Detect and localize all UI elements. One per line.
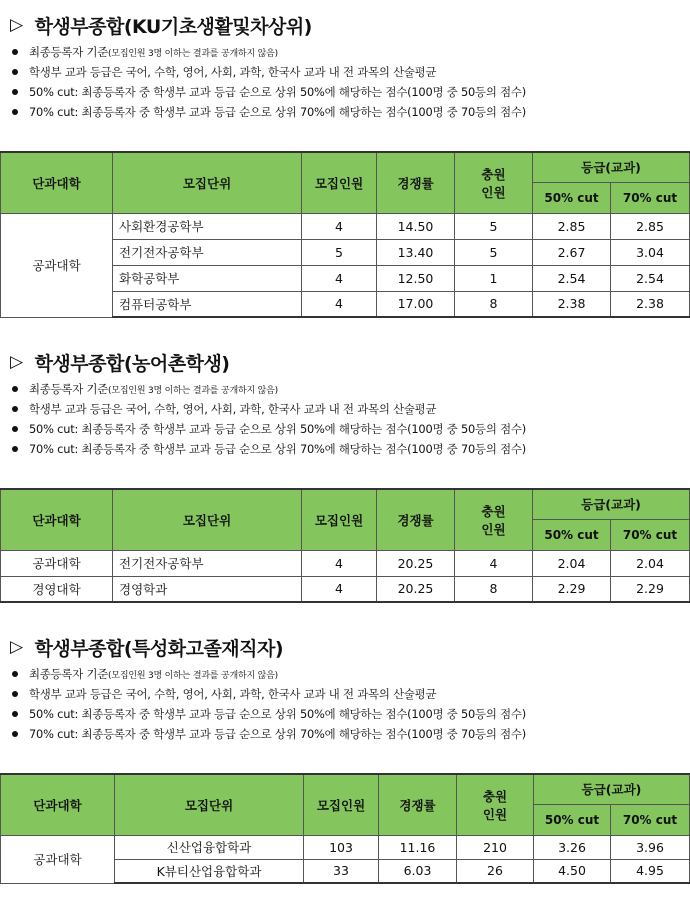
bullet-icon	[12, 49, 18, 55]
cell-college: 공과대학	[1, 835, 115, 883]
cell-cut50: 4.50	[534, 859, 611, 883]
cell-cut70: 2.29	[611, 576, 690, 602]
cell-ratio: 17.00	[377, 291, 455, 317]
cell-extra: 1	[455, 265, 533, 291]
cell-cut50: 2.38	[533, 291, 611, 317]
header-cut70: 70% cut	[611, 182, 690, 213]
section-title	[10, 634, 690, 660]
note-item: 학생부 교과 등급은 국어, 수학, 영어, 사회, 과학, 한국사 교과 내 전 과목의 산술평균	[8, 399, 690, 419]
note-item: 50% cut: 최종등록자 중 학생부 교과 등급 순으로 상위 50%에 해당하는 점수(100명 중 50등의 점수)	[8, 704, 690, 724]
note-item: 학생부 교과 등급은 국어, 수학, 영어, 사회, 과학, 한국사 교과 내 전 과목의 산술평균	[8, 62, 690, 82]
bullet-icon	[12, 671, 18, 677]
cell-quota: 4	[302, 291, 377, 317]
section-title-text: 학생부종합(농어촌학생)	[34, 352, 230, 375]
bullet-icon	[12, 69, 18, 75]
cell-ratio: 20.25	[377, 550, 455, 576]
note-item: 70% cut: 최종등록자 중 학생부 교과 등급 순으로 상위 70%에 해당하는 점수(100명 중 70등의 점수)	[8, 439, 690, 459]
cell-unit: 사회환경공학부	[113, 213, 302, 239]
cell-unit: 전기전자공학부	[113, 550, 302, 576]
cell-quota: 4	[302, 265, 377, 291]
header-unit: 모집단위	[113, 152, 302, 213]
cell-ratio: 14.50	[377, 213, 455, 239]
triangle-right-icon: ▷	[10, 15, 23, 35]
triangle-right-icon: ▷	[10, 352, 23, 372]
header-quota: 모집인원	[302, 152, 377, 213]
notes-list	[8, 664, 690, 744]
header-college: 단과대학	[1, 152, 113, 213]
cell-cut50: 2.54	[533, 265, 611, 291]
header-cut50: 50% cut	[533, 182, 611, 213]
section-ku-basic-living	[0, 12, 690, 312]
cell-unit: K뷰티산업융합학과	[115, 859, 304, 883]
header-grade: 등급(교과)	[534, 774, 690, 804]
note-item: 50% cut: 최종등록자 중 학생부 교과 등급 순으로 상위 50%에 해당하는 점수(100명 중 50등의 점수)	[8, 419, 690, 439]
header-quota: 모집인원	[302, 489, 377, 550]
bullet-icon	[12, 386, 18, 392]
results-table	[0, 773, 690, 884]
cell-cut70: 3.04	[611, 239, 690, 265]
cell-quota: 4	[302, 576, 377, 602]
cell-extra: 26	[457, 859, 534, 883]
cell-cut50: 2.67	[533, 239, 611, 265]
note-item: 50% cut: 최종등록자 중 학생부 교과 등급 순으로 상위 50%에 해당하는 점수(100명 중 50등의 점수)	[8, 82, 690, 102]
bullet-icon	[12, 731, 18, 737]
header-unit: 모집단위	[115, 774, 304, 835]
cell-extra: 5	[455, 239, 533, 265]
cell-cut70: 2.85	[611, 213, 690, 239]
header-extra: 충원 인원	[455, 152, 533, 213]
note-item: 최종등록자 기준 (모집인원 3명 이하는 결과를 공개하지 않음)	[8, 42, 690, 62]
note-item: 70% cut: 최종등록자 중 학생부 교과 등급 순으로 상위 70%에 해당하는 점수(100명 중 70등의 점수)	[8, 724, 690, 744]
cell-ratio: 11.16	[379, 835, 457, 859]
header-college: 단과대학	[1, 774, 115, 835]
cell-ratio: 20.25	[377, 576, 455, 602]
header-cut70: 70% cut	[611, 804, 690, 835]
cell-cut50: 2.29	[533, 576, 611, 602]
header-cut70: 70% cut	[611, 519, 690, 550]
cell-unit: 컴퓨터공학부	[113, 291, 302, 317]
header-unit: 모집단위	[113, 489, 302, 550]
triangle-right-icon: ▷	[10, 637, 23, 657]
header-quota: 모집인원	[304, 774, 379, 835]
cell-ratio: 6.03	[379, 859, 457, 883]
cell-extra: 4	[455, 550, 533, 576]
bullet-icon	[12, 109, 18, 115]
results-table	[0, 488, 690, 603]
section-title-text: 학생부종합(특성화고졸재직자)	[34, 637, 284, 660]
cell-quota: 33	[304, 859, 379, 883]
cell-unit: 신산업융합학과	[115, 835, 304, 859]
header-cut50: 50% cut	[533, 519, 611, 550]
header-ratio: 경쟁률	[377, 152, 455, 213]
cell-extra: 210	[457, 835, 534, 859]
cell-ratio: 13.40	[377, 239, 455, 265]
cell-cut70: 3.96	[611, 835, 690, 859]
cell-quota: 4	[302, 213, 377, 239]
table-row	[1, 550, 690, 576]
cell-unit: 경영학과	[113, 576, 302, 602]
results-table	[0, 151, 690, 318]
cell-extra: 5	[455, 213, 533, 239]
notes-list	[8, 379, 690, 459]
header-ratio: 경쟁률	[377, 489, 455, 550]
bullet-icon	[12, 446, 18, 452]
bullet-icon	[12, 426, 18, 432]
cell-cut70: 4.95	[611, 859, 690, 883]
bullet-icon	[12, 711, 18, 717]
cell-unit: 전기전자공학부	[113, 239, 302, 265]
note-item: 70% cut: 최종등록자 중 학생부 교과 등급 순으로 상위 70%에 해당하는 점수(100명 중 70등의 점수)	[8, 102, 690, 122]
cell-quota: 5	[302, 239, 377, 265]
notes-list	[8, 42, 690, 122]
cell-unit: 화학공학부	[113, 265, 302, 291]
cell-extra: 8	[455, 291, 533, 317]
cell-cut50: 2.04	[533, 550, 611, 576]
cell-cut50: 2.85	[533, 213, 611, 239]
bullet-icon	[12, 406, 18, 412]
cell-cut70: 2.38	[611, 291, 690, 317]
bullet-icon	[12, 89, 18, 95]
table-row	[1, 835, 690, 859]
header-college: 단과대학	[1, 489, 113, 550]
cell-extra: 8	[455, 576, 533, 602]
cell-cut50: 3.26	[534, 835, 611, 859]
cell-cut70: 2.54	[611, 265, 690, 291]
section-rural-students	[0, 349, 690, 597]
section-vocational-employees	[0, 634, 690, 879]
section-title-text: 학생부종합(KU기초생활및차상위)	[34, 15, 312, 38]
header-cut50: 50% cut	[534, 804, 611, 835]
header-grade: 등급(교과)	[533, 152, 690, 182]
note-item: 최종등록자 기준 (모집인원 3명 이하는 결과를 공개하지 않음)	[8, 379, 690, 399]
cell-college: 경영대학	[1, 576, 113, 602]
bullet-icon	[12, 691, 18, 697]
section-title	[10, 349, 690, 375]
cell-quota: 4	[302, 550, 377, 576]
header-extra: 충원 인원	[455, 489, 533, 550]
table-row	[1, 576, 690, 602]
cell-college: 공과대학	[1, 213, 113, 317]
table-row	[1, 213, 690, 239]
cell-ratio: 12.50	[377, 265, 455, 291]
header-ratio: 경쟁률	[379, 774, 457, 835]
cell-cut70: 2.04	[611, 550, 690, 576]
section-title	[10, 12, 690, 38]
note-item: 학생부 교과 등급은 국어, 수학, 영어, 사회, 과학, 한국사 교과 내 전 과목의 산술평균	[8, 684, 690, 704]
cell-college: 공과대학	[1, 550, 113, 576]
cell-quota: 103	[304, 835, 379, 859]
note-item: 최종등록자 기준 (모집인원 3명 이하는 결과를 공개하지 않음)	[8, 664, 690, 684]
header-extra: 충원 인원	[457, 774, 534, 835]
header-grade: 등급(교과)	[533, 489, 690, 519]
